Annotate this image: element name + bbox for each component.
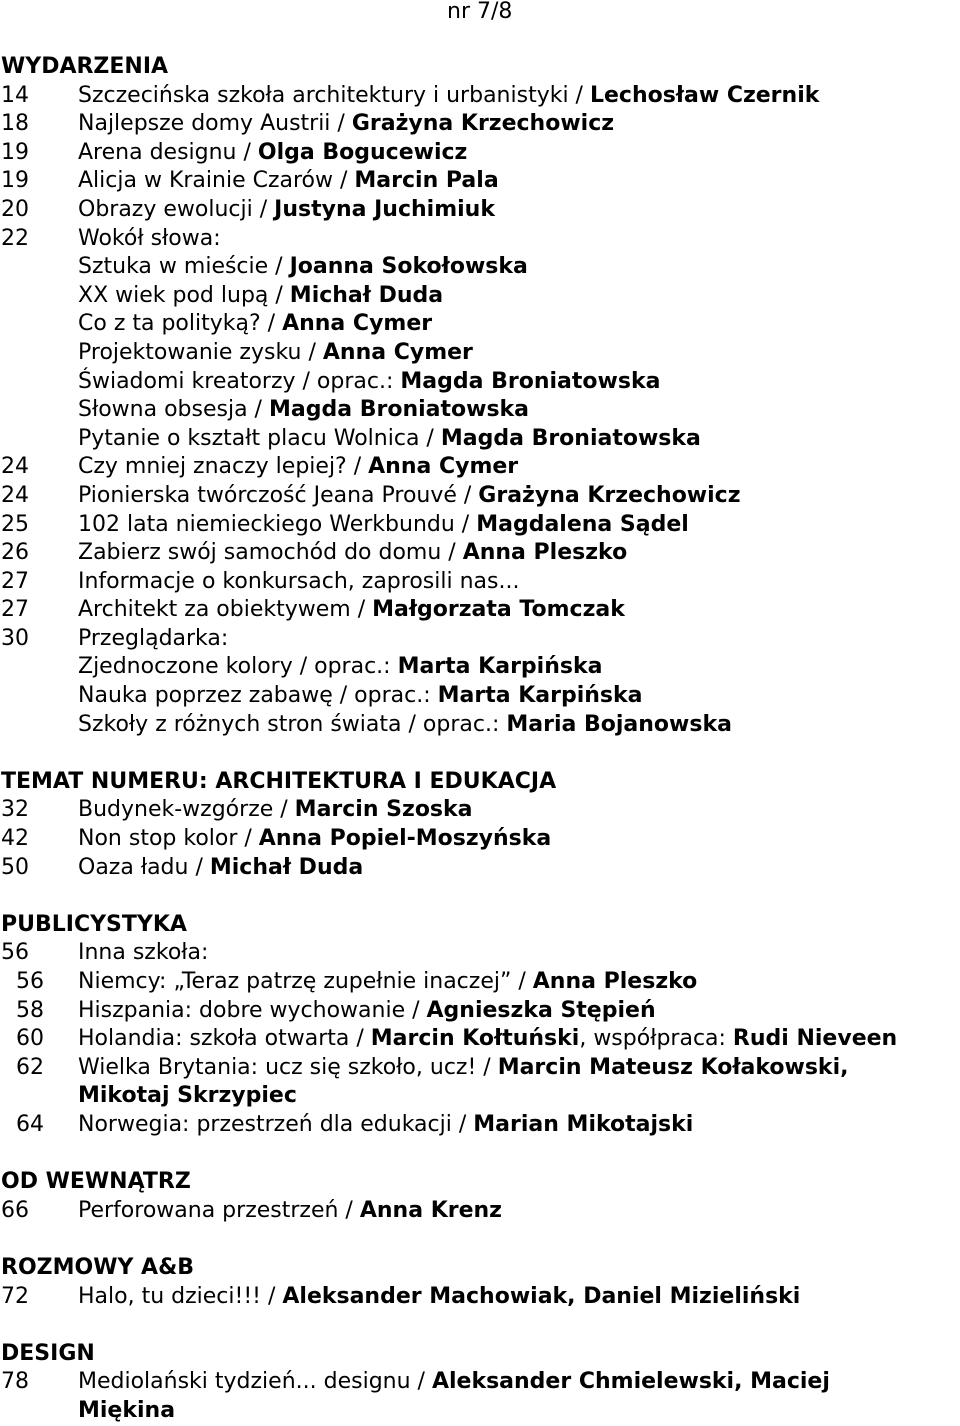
- toc-entry: [1, 854, 960, 883]
- subentry-title: Słowna obsesja /: [78, 397, 269, 423]
- subentry-title: Szkoły z różnych stron świata / oprac.:: [78, 711, 507, 737]
- table-of-contents: [1, 53, 960, 1426]
- toc-section: [1, 1254, 960, 1311]
- entry-title: Inna szkoła:: [78, 940, 209, 966]
- page-number: 30: [1, 625, 29, 651]
- entry-author: Magdalena Sądel: [476, 511, 689, 537]
- subentry-title: Świadomi kreatorzy / oprac.:: [78, 368, 401, 394]
- subentry-author: Magda Broniatowska: [400, 368, 661, 394]
- entry-title: Czy mniej znaczy lepiej? /: [78, 454, 369, 480]
- toc-section: [1, 768, 960, 882]
- page-number: 18: [1, 111, 29, 137]
- page-number: 20: [1, 196, 29, 222]
- toc-subentry: [1, 653, 960, 682]
- toc-entry: [1, 1368, 960, 1397]
- toc-entry: [1, 225, 960, 254]
- page-number: 62: [16, 1054, 44, 1080]
- entry-title: Holandia: szkoła otwarta /: [78, 1026, 371, 1052]
- toc-subentry: [1, 282, 960, 311]
- entry-text: [78, 796, 473, 825]
- entry-title: Perforowana przestrzeń /: [78, 1197, 360, 1223]
- toc-entry: [1, 511, 960, 540]
- entry-text: [78, 225, 221, 254]
- toc-section: [1, 1168, 960, 1225]
- subentry-title: Nauka poprzez zabawę / oprac.:: [78, 683, 438, 709]
- toc-entry: [1, 110, 960, 139]
- subentry-title: Projektowanie zysku /: [78, 339, 323, 365]
- toc-entry: [1, 939, 960, 968]
- page-number: 24: [1, 454, 29, 480]
- page-number: 14: [1, 82, 29, 108]
- entry-text: [78, 968, 697, 997]
- entry-author-continuation: Miękina: [78, 1397, 176, 1423]
- entry-author: Anna Popiel-Moszyńska: [258, 826, 552, 852]
- entry-author: Aleksander Chmielewski, Maciej: [431, 1369, 830, 1395]
- page-number: 19: [1, 139, 29, 165]
- entry-author: Anna Pleszko: [532, 969, 698, 994]
- page-number: 60: [16, 1026, 44, 1052]
- section-title: TEMAT NUMERU: ARCHITEKTURA I EDUKACJA: [1, 768, 557, 794]
- page-number: 27: [1, 568, 29, 594]
- entry-title: Budynek-wzgórze /: [78, 797, 295, 823]
- toc-subentry: [1, 339, 960, 368]
- toc-entry: [1, 796, 960, 825]
- toc-entry: [1, 1197, 960, 1226]
- entry-author: Grażyna Krzechowicz: [478, 482, 741, 508]
- entry-author: Marcin Kołtuński: [370, 1026, 580, 1052]
- subentry-author: Anna Cymer: [322, 339, 473, 365]
- page-number: 22: [1, 225, 29, 251]
- entry-text: [78, 1197, 502, 1226]
- page-number: 32: [1, 797, 29, 823]
- toc-section: [1, 53, 960, 739]
- entry-title: Hiszpania: dobre wychowanie /: [78, 997, 427, 1023]
- entry-text: [78, 539, 627, 568]
- toc-subentry: [1, 711, 960, 740]
- page-number: 66: [1, 1197, 29, 1223]
- entry-text: [78, 596, 625, 625]
- entry-text: [78, 1025, 897, 1054]
- entry-text: [78, 997, 656, 1026]
- section-title: WYDARZENIA: [1, 54, 169, 79]
- entry-title: Pionierska twórczość Jeana Prouvé /: [78, 482, 479, 508]
- entry-author: Agnieszka Stępień: [426, 997, 656, 1023]
- section-title: DESIGN: [1, 1340, 95, 1366]
- toc-entry: [1, 568, 960, 597]
- entry-text: [78, 939, 208, 968]
- entry-text: [78, 167, 499, 196]
- entry-title: Szczecińska szkoła architektury i urbanistyki /: [78, 82, 590, 108]
- toc-entry: [1, 968, 960, 997]
- toc-entry: [1, 625, 960, 654]
- entry-author: Lechosław Czernik: [589, 82, 820, 108]
- page-number: 72: [1, 1283, 29, 1309]
- entry-title: Informacje o konkursach, zaprosili nas...: [78, 568, 520, 594]
- entry-author: Marcin Mateusz Kołakowski,: [497, 1054, 849, 1080]
- page-number: 25: [1, 511, 29, 537]
- section-title: ROZMOWY A&B: [1, 1254, 195, 1280]
- page-number: 27: [1, 597, 29, 623]
- page-number: 50: [1, 854, 29, 880]
- entry-text: [78, 139, 467, 168]
- subentry-author: Magda Broniatowska: [440, 425, 701, 451]
- entry-author: Marian Mikotajski: [473, 1111, 694, 1137]
- entry-title: 102 lata niemieckiego Werkbundu /: [78, 511, 477, 537]
- entry-coauthor: Rudi Nieveen: [732, 1026, 898, 1052]
- subentry-author: Marta Karpińska: [437, 683, 643, 709]
- entry-author: Aleksander Machowiak, Daniel Mizieliński: [282, 1283, 801, 1309]
- entry-title: Wokół słowa:: [78, 225, 221, 251]
- entry-author: Małgorzata Tomczak: [372, 597, 625, 623]
- entry-author: Marcin Szoska: [294, 797, 473, 823]
- subentry-title: Zjednoczone kolory / oprac.:: [78, 654, 398, 680]
- entry-title: Non stop kolor /: [78, 826, 259, 852]
- page-number: 58: [16, 997, 44, 1023]
- entry-text: [78, 854, 363, 883]
- section-title: OD WEWNĄTRZ: [1, 1169, 191, 1195]
- entry-text: [78, 482, 741, 511]
- toc-entry: [1, 539, 960, 568]
- toc-subentry: [1, 425, 960, 454]
- toc-entry: [1, 1054, 960, 1083]
- page-number: 64: [16, 1111, 44, 1137]
- entry-author: Justyna Juchimiuk: [274, 196, 495, 222]
- subentry-author: Marta Karpińska: [397, 654, 603, 680]
- entry-title: Norwegia: przestrzeń dla edukacji /: [78, 1111, 474, 1137]
- toc-subentry: [1, 310, 960, 339]
- page-number: 56: [16, 969, 44, 994]
- subentry-title: XX wiek pod lupą /: [78, 282, 290, 308]
- entry-text: [78, 625, 228, 654]
- toc-entry: [1, 1283, 960, 1312]
- subentry-title: Pytanie o kształt placu Wolnica /: [78, 425, 441, 451]
- toc-section: [1, 911, 960, 1140]
- toc-subentry: [1, 368, 960, 397]
- entry-text: [78, 82, 819, 111]
- toc-entry: [1, 196, 960, 225]
- subentry-author: Maria Bojanowska: [506, 711, 732, 737]
- page-number: 56: [1, 940, 29, 966]
- entry-title: Niemcy: „Teraz patrzę zupełnie inaczej” /: [78, 969, 533, 994]
- page-number: 42: [1, 826, 29, 852]
- page-number: 24: [1, 482, 29, 508]
- toc-entry: [1, 82, 960, 111]
- entry-title: Obrazy ewolucji /: [78, 196, 275, 222]
- toc-entry: [1, 825, 960, 854]
- toc-entry: [1, 997, 960, 1026]
- entry-title: Mediolański tydzień... designu /: [78, 1369, 432, 1395]
- entry-title: Zabierz swój samochód do domu /: [78, 540, 463, 566]
- toc-subentry: [1, 253, 960, 282]
- entry-title: Halo, tu dzieci!!! /: [78, 1283, 283, 1309]
- entry-title: Alicja w Krainie Czarów /: [78, 168, 355, 194]
- page-number: 19: [1, 168, 29, 194]
- entry-text: [78, 568, 519, 597]
- entry-text: [78, 825, 551, 854]
- entry-text: [78, 110, 614, 139]
- page-number: 26: [1, 540, 29, 566]
- toc-entry: [1, 453, 960, 482]
- subentry-author: Magda Broniatowska: [268, 397, 530, 423]
- issue-number: nr 7/8: [447, 0, 513, 24]
- entry-title: Architekt za obiektywem /: [78, 597, 373, 623]
- toc-entry: [1, 139, 960, 168]
- entry-author-continuation: Mikotaj Skrzypiec: [78, 1083, 297, 1109]
- toc-entry: [1, 482, 960, 511]
- section-title: PUBLICYSTYKA: [1, 911, 187, 937]
- subentry-title: Co z ta polityką? /: [78, 311, 283, 337]
- entry-author: Olga Bogucewicz: [257, 139, 468, 165]
- toc-entry: [1, 167, 960, 196]
- toc-entry: [1, 1111, 960, 1140]
- toc-subentry: [1, 682, 960, 711]
- toc-entry: [1, 596, 960, 625]
- entry-title: Oaza ładu /: [78, 854, 210, 880]
- entry-text: [78, 453, 518, 482]
- entry-cooperation-label: , współpraca:: [579, 1026, 733, 1052]
- entry-title: Arena designu /: [78, 139, 258, 165]
- subentry-author: Anna Cymer: [282, 311, 433, 337]
- subentry-author: Michał Duda: [289, 282, 444, 308]
- entry-author: Anna Pleszko: [462, 540, 628, 566]
- page-number: 78: [1, 1369, 29, 1395]
- entry-text: [78, 511, 689, 540]
- subentry-title: Sztuka w mieście /: [78, 254, 290, 280]
- entry-author: Anna Cymer: [368, 454, 519, 480]
- toc-section: [1, 1340, 960, 1426]
- entry-text: [78, 1283, 800, 1312]
- entry-author: Marcin Pala: [354, 168, 499, 194]
- entry-text: [78, 1054, 848, 1083]
- entry-title: Przeglądarka:: [78, 625, 229, 651]
- toc-entry: [1, 1025, 960, 1054]
- subentry-author: Joanna Sokołowska: [289, 254, 528, 280]
- toc-subentry: [1, 396, 960, 425]
- entry-author: Grażyna Krzechowicz: [351, 111, 615, 137]
- entry-text: [78, 1111, 693, 1140]
- entry-title: Wielka Brytania: ucz się szkoło, ucz! /: [78, 1054, 498, 1080]
- entry-title: Najlepsze domy Austrii /: [78, 111, 352, 137]
- entry-author: Anna Krenz: [359, 1197, 502, 1223]
- entry-author: Michał Duda: [209, 854, 364, 880]
- entry-text: [78, 196, 495, 225]
- entry-text: [78, 1368, 830, 1397]
